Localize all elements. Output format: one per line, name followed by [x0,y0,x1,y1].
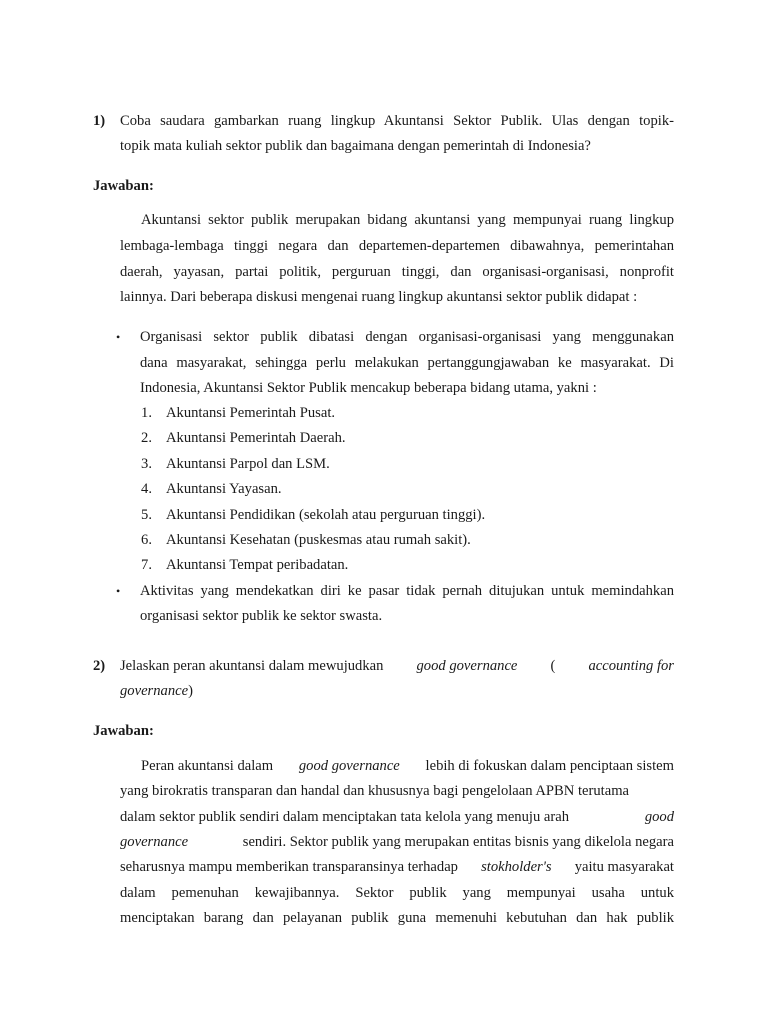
question-2-text: Jelaskan peran akuntansi dalam mewujudkan [120,658,384,674]
list-item: Akuntansi Kesehatan (puskesmas atau rumah sakit). [166,532,471,548]
answer-2-line-2: yang birokratis transparan dan handal dan khususnya bagi pengelolaan APBN terutama [120,783,630,799]
answer-2-italic-stokholder: stokholder's [481,859,552,875]
question-2-paren-open: ( [550,658,556,674]
list-item-number: 7. [141,557,152,573]
question-2-paren-close: ) [188,683,193,699]
answer-2-text: Peran akuntansi dalam [141,758,274,774]
bullet-1-line-2: dana masyarakat, sehingga perlu melakukan pertanggungjawaban ke masyarakat. Di [140,355,674,371]
answer-2-italic-governance: governance [120,834,189,850]
question-1-line-1: Coba saudara gambarkan ruang lingkup Akuntansi Sektor Publik. Ulas dengan topik- [120,113,674,129]
answer-2-line-1 [141,757,674,775]
list-item: Akuntansi Pemerintah Daerah. [166,430,346,446]
answer-2-line-6: dalam pemenuhan kewajibannya. Sektor publik yang mempunyai usaha untuk [120,885,674,901]
answer-1-para-line-4: lainnya. Dari beberapa diskusi mengenai ruang lingkup akuntansi sektor publik didapat : [120,289,638,305]
list-item: Akuntansi Pemerintah Pusat. [166,405,336,421]
bullet-1-line-3: Indonesia, Akuntansi Sektor Publik mencakup beberapa bidang utama, yakni : [140,380,597,396]
list-item-number: 2. [141,430,152,446]
answer-2-text: sendiri. Sektor publik yang merupakan entitas bisnis yang dikelola negara [242,834,674,850]
question-2-italic-term: good governance [416,658,518,674]
list-item: Akuntansi Pendidikan (sekolah atau perguruan tinggi). [166,507,486,523]
answer-2-text: seharusnya mampu memberikan transparansinya terhadap [120,859,458,875]
list-item: Akuntansi Yayasan. [166,481,282,497]
answer-1-para-line-3: daerah, yayasan, partai politik, perguruan tinggi, dan organisasi-organisasi, nonprofit [120,264,674,280]
answer-2-text: lebih di fokuskan dalam penciptaan sistem [425,758,674,774]
bullet-2-line-2: organisasi sektor publik ke sektor swasta. [140,608,383,624]
question-2-italic-accounting: accounting for [588,658,674,674]
list-item-number: 1. [141,405,152,421]
answer-1-para-line-2: lembaga-lembaga tinggi negara dan departemen-departemen dibawahnya, pemerintahan [120,238,674,254]
answer-2-line-4 [120,833,674,851]
bullet-icon: • [116,330,121,344]
list-item-number: 6. [141,532,152,548]
answer-2-line-7: menciptakan barang dan pelayanan publik guna memenuhi kebutuhan dan hak publik [120,910,674,926]
answer-2-line-5 [120,858,674,876]
bullet-icon: • [116,584,121,598]
question-2-line-1 [120,657,674,675]
question-1-number: 1) [93,113,106,129]
answer-1-para-line-1: Akuntansi sektor publik merupakan bidang akuntansi yang mempunyai ruang lingkup [141,212,674,228]
question-2-italic-governance: governance [120,683,189,699]
question-2-number: 2) [93,658,106,674]
answer-2-line-3 [120,808,674,826]
bullet-2-line-1: Aktivitas yang mendekatkan diri ke pasar tidak pernah ditujukan untuk memindahkan [140,583,674,599]
list-item-number: 5. [141,507,152,523]
list-item-number: 3. [141,456,152,472]
answer-2-italic-good: good [644,809,674,825]
list-item: Akuntansi Tempat peribadatan. [166,557,349,573]
question-1-line-2: topik mata kuliah sektor publik dan bagaimana dengan pemerintah di Indonesia? [120,138,591,154]
answer-2-text: yaitu masyarakat [574,859,674,875]
question-2-line-2 [120,682,193,700]
list-item-number: 4. [141,481,152,497]
answer-2-italic-term: good governance [298,758,400,774]
list-item: Akuntansi Parpol dan LSM. [166,456,330,472]
answer-2-text: dalam sektor publik sendiri dalam menciptakan tata kelola yang menuju arah [120,809,570,825]
answer-2-label: Jawaban: [93,723,154,739]
bullet-1-line-1: Organisasi sektor publik dibatasi dengan organisasi-organisasi yang menggunakan [140,329,674,345]
answer-1-label: Jawaban: [93,178,154,194]
